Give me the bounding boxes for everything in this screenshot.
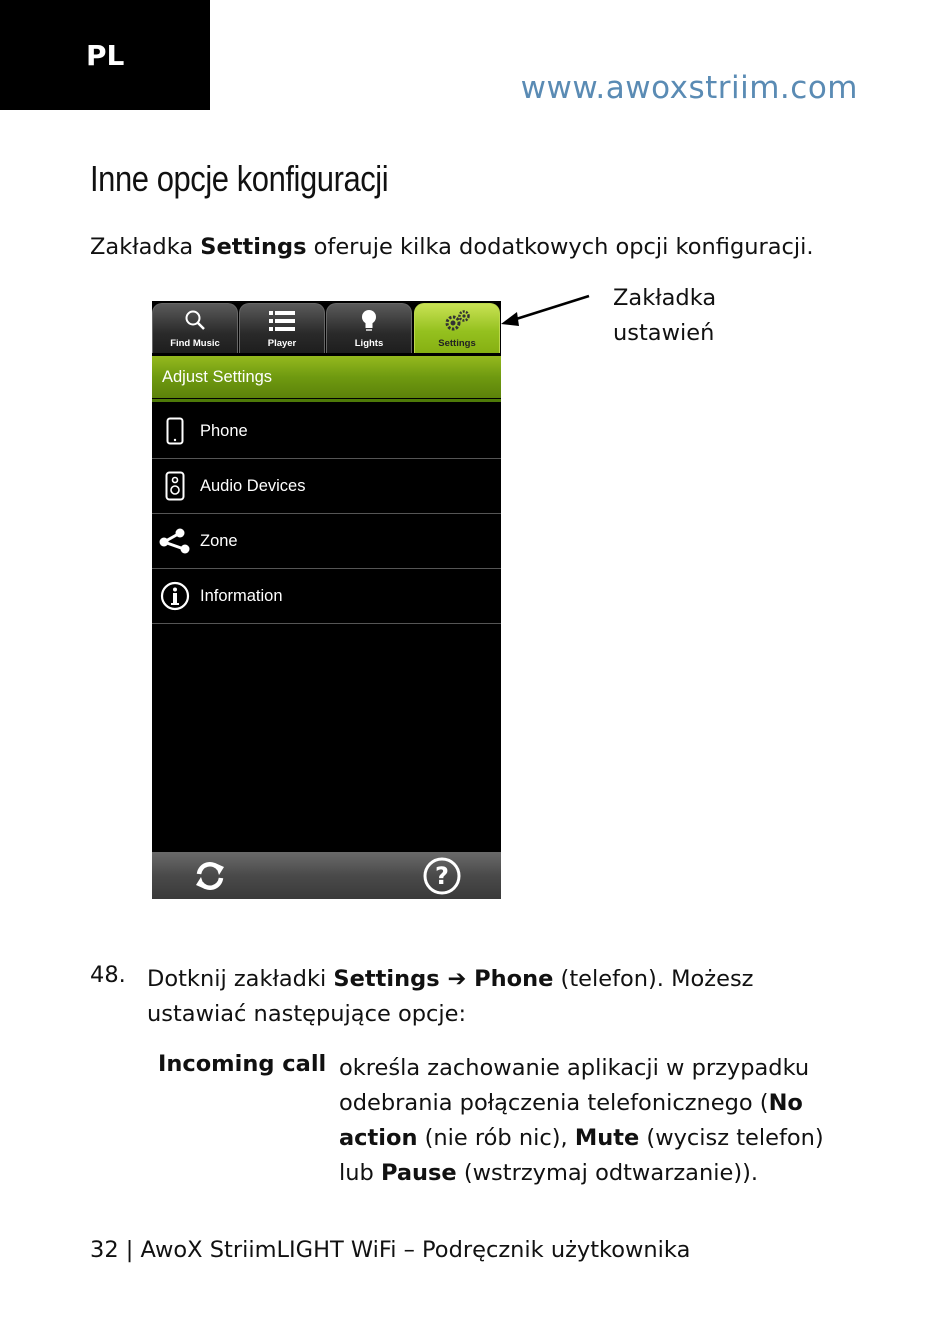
phone-icon [152, 404, 198, 459]
menu-item-zone[interactable]: Zone [152, 514, 501, 569]
tab-settings[interactable]: Settings [414, 303, 500, 353]
tab-find-music[interactable]: Find Music [152, 303, 238, 353]
app-screenshot [152, 301, 501, 899]
bottom-bar [152, 852, 501, 899]
tab-player[interactable]: Player [239, 303, 325, 353]
step-number: 48. [90, 962, 126, 988]
callout-arrow [495, 290, 595, 334]
language-label: PL [86, 38, 125, 72]
site-url: www.awoxstriim.com [520, 70, 858, 106]
page-title: Inne opcje konfiguracji [90, 158, 389, 199]
list-icon [240, 309, 324, 333]
tab-bar [152, 301, 501, 353]
option-term: Incoming call [158, 1051, 327, 1077]
section-header: Adjust Settings [152, 356, 501, 398]
search-icon [153, 309, 237, 333]
bulb-icon [327, 309, 411, 333]
step-text: Dotknij zakładki Settings ➔ Phone (telefon). Możesz ustawiać następujące opcje: [147, 966, 754, 1027]
gears-icon [415, 309, 499, 333]
refresh-icon[interactable] [190, 856, 230, 896]
help-icon[interactable] [422, 856, 462, 896]
info-icon [152, 569, 198, 624]
menu-item-information[interactable]: Information [152, 569, 501, 624]
intro-paragraph: Zakładka Settings oferuje kilka dodatkowych opcji konfiguracji. [90, 234, 814, 260]
speaker-icon [152, 459, 198, 514]
language-tab [0, 0, 210, 110]
settings-tab-callout: Zakładka ustawień [613, 285, 717, 346]
svg-text:?: ? [435, 862, 449, 890]
tab-lights[interactable]: Lights [326, 303, 412, 353]
divider [152, 399, 501, 402]
page-footer: 32 | AwoX StriimLIGHT WiFi – Podręcznik użytkownika [90, 1237, 691, 1263]
option-description: określa zachowanie aplikacji w przypadku odebrania połączenia telefonicznego (No action (nie rób nic), Mute (wycisz telefon) lub Pause (wstrzymaj odtwarzanie)). [339, 1055, 824, 1186]
share-icon [152, 514, 198, 569]
menu-item-audio-devices[interactable]: Audio Devices [152, 459, 501, 514]
menu-item-phone[interactable]: Phone [152, 404, 501, 459]
